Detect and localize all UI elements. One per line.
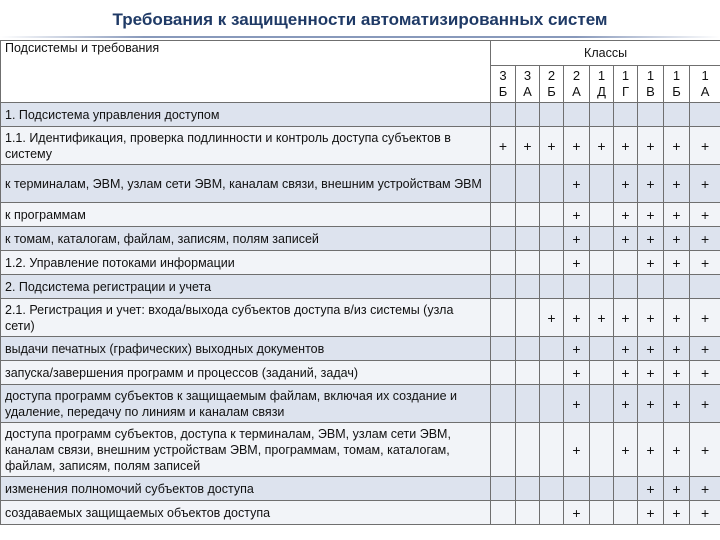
requirement-mark xyxy=(491,299,516,337)
requirement-label: 2. Подсистема регистрации и учета xyxy=(1,275,491,299)
requirement-mark xyxy=(516,251,540,275)
requirement-mark xyxy=(590,337,614,361)
requirement-mark xyxy=(491,385,516,423)
requirement-mark xyxy=(540,275,564,299)
requirement-mark xyxy=(564,477,590,501)
title-underline xyxy=(0,36,720,38)
requirement-mark xyxy=(590,165,614,203)
requirement-mark xyxy=(516,299,540,337)
requirement-mark: + xyxy=(614,165,638,203)
table-row xyxy=(1,501,720,525)
requirement-mark: + xyxy=(664,477,690,501)
requirement-label: к программам xyxy=(1,203,491,227)
class-letter: Б xyxy=(547,84,556,99)
requirement-mark: + xyxy=(638,423,664,477)
requirement-mark: + xyxy=(690,203,720,227)
requirement-mark xyxy=(491,103,516,127)
requirement-mark: + xyxy=(664,299,690,337)
requirement-mark xyxy=(590,103,614,127)
requirement-mark: + xyxy=(690,361,720,385)
requirement-mark xyxy=(491,227,516,251)
requirement-mark: + xyxy=(564,337,590,361)
requirement-mark xyxy=(540,203,564,227)
requirement-mark xyxy=(590,501,614,525)
requirement-mark: + xyxy=(564,127,590,165)
class-header-cell xyxy=(614,66,638,103)
class-header-cell xyxy=(690,66,720,103)
requirement-mark xyxy=(590,275,614,299)
requirement-mark xyxy=(516,275,540,299)
requirement-mark: + xyxy=(664,203,690,227)
requirements-table xyxy=(0,40,720,525)
requirement-mark xyxy=(491,275,516,299)
requirement-mark xyxy=(491,337,516,361)
class-header-cell xyxy=(638,66,664,103)
requirement-mark xyxy=(690,103,720,127)
requirement-mark: + xyxy=(614,385,638,423)
table-row xyxy=(1,103,720,127)
requirement-mark: + xyxy=(690,165,720,203)
requirement-mark: + xyxy=(638,203,664,227)
requirement-mark: + xyxy=(638,165,664,203)
requirement-mark: + xyxy=(564,227,590,251)
requirement-mark: + xyxy=(638,477,664,501)
class-letter: Б xyxy=(498,84,508,99)
class-number: 3 xyxy=(499,68,507,83)
requirement-mark xyxy=(516,165,540,203)
requirement-label: 1.1. Идентификация, проверка подлинности и контроль доступа субъектов в систему xyxy=(1,127,491,165)
table-row xyxy=(1,165,720,203)
requirement-mark xyxy=(564,103,590,127)
requirement-mark xyxy=(614,477,638,501)
requirement-mark xyxy=(491,361,516,385)
requirement-mark: + xyxy=(690,423,720,477)
requirement-mark xyxy=(564,275,590,299)
requirement-mark: + xyxy=(690,385,720,423)
requirement-mark: + xyxy=(564,203,590,227)
requirement-mark: + xyxy=(690,227,720,251)
requirement-mark xyxy=(491,165,516,203)
table-row xyxy=(1,299,720,337)
requirement-mark xyxy=(491,423,516,477)
class-number: 2 xyxy=(572,68,581,83)
requirement-mark: + xyxy=(564,251,590,275)
requirement-mark xyxy=(491,203,516,227)
requirement-mark xyxy=(638,103,664,127)
table-row xyxy=(1,227,720,251)
class-letter: Г xyxy=(621,84,630,99)
requirement-mark: + xyxy=(590,127,614,165)
class-header-cell xyxy=(590,66,614,103)
requirement-mark: + xyxy=(690,299,720,337)
requirement-label: 1. Подсистема управления доступом xyxy=(1,103,491,127)
requirement-mark xyxy=(516,385,540,423)
requirement-mark: + xyxy=(564,423,590,477)
requirement-mark: + xyxy=(664,127,690,165)
requirement-mark xyxy=(540,501,564,525)
requirement-mark: + xyxy=(590,299,614,337)
requirement-mark xyxy=(516,203,540,227)
table-row xyxy=(1,251,720,275)
requirement-mark: + xyxy=(638,501,664,525)
table-row xyxy=(1,203,720,227)
table-row xyxy=(1,423,720,477)
requirement-label: изменения полномочий субъектов доступа xyxy=(1,477,491,501)
requirement-label: 1.2. Управление потоками информации xyxy=(1,251,491,275)
requirement-mark: + xyxy=(564,385,590,423)
requirement-label: доступа программ субъектов к защищаемым файлам, включая их создание и удаление, передачу по линиям и каналам связи xyxy=(1,385,491,423)
requirement-mark: + xyxy=(664,251,690,275)
requirement-mark: + xyxy=(516,127,540,165)
requirement-mark: + xyxy=(638,299,664,337)
requirement-mark xyxy=(516,337,540,361)
requirement-mark: + xyxy=(614,127,638,165)
header-row-classes xyxy=(1,41,720,66)
requirement-mark: + xyxy=(690,127,720,165)
class-letter: А xyxy=(700,84,710,99)
requirement-mark: + xyxy=(664,423,690,477)
requirement-mark xyxy=(540,477,564,501)
requirement-mark xyxy=(516,501,540,525)
requirement-mark xyxy=(540,337,564,361)
requirement-mark: + xyxy=(614,203,638,227)
requirement-mark: + xyxy=(664,227,690,251)
class-letter: А xyxy=(572,84,581,99)
class-header-cell xyxy=(491,66,516,103)
class-header-cell xyxy=(540,66,564,103)
requirement-mark xyxy=(590,251,614,275)
requirement-mark xyxy=(590,385,614,423)
class-header-cell xyxy=(516,66,540,103)
requirement-mark: + xyxy=(564,165,590,203)
requirement-label: запуска/завершения программ и процессов (заданий, задач) xyxy=(1,361,491,385)
requirement-mark xyxy=(540,251,564,275)
requirement-mark xyxy=(540,385,564,423)
requirement-mark xyxy=(664,275,690,299)
class-letter: Д xyxy=(597,84,606,99)
requirement-mark: + xyxy=(638,251,664,275)
class-number: 1 xyxy=(597,68,606,83)
requirement-mark xyxy=(516,477,540,501)
requirement-mark xyxy=(590,423,614,477)
requirement-mark xyxy=(540,103,564,127)
class-number: 3 xyxy=(523,68,532,83)
requirement-mark xyxy=(590,203,614,227)
requirement-label: к терминалам, ЭВМ, узлам сети ЭВМ, каналам связи, внешним устройствам ЭВМ xyxy=(1,165,491,203)
requirement-mark xyxy=(540,165,564,203)
requirement-mark: + xyxy=(664,361,690,385)
requirement-mark: + xyxy=(664,337,690,361)
class-letter: А xyxy=(523,84,532,99)
class-header-cell xyxy=(664,66,690,103)
requirement-mark: + xyxy=(638,337,664,361)
table-row xyxy=(1,361,720,385)
requirement-mark: + xyxy=(638,361,664,385)
class-number: 1 xyxy=(621,68,630,83)
requirement-mark xyxy=(491,477,516,501)
requirement-mark: + xyxy=(638,227,664,251)
requirement-mark xyxy=(614,501,638,525)
classes-header: Классы xyxy=(491,41,720,66)
class-letter: В xyxy=(646,84,655,99)
requirement-mark: + xyxy=(564,299,590,337)
requirement-mark xyxy=(516,423,540,477)
row-header-label: Подсистемы и требования xyxy=(1,41,491,103)
requirement-mark: + xyxy=(690,477,720,501)
requirement-mark xyxy=(516,103,540,127)
requirement-mark xyxy=(516,361,540,385)
requirement-mark: + xyxy=(564,501,590,525)
requirement-mark xyxy=(614,275,638,299)
requirement-mark xyxy=(614,251,638,275)
requirement-mark: + xyxy=(638,127,664,165)
class-number: 1 xyxy=(672,68,681,83)
requirement-mark: + xyxy=(564,361,590,385)
requirement-mark: + xyxy=(491,127,516,165)
requirement-mark: + xyxy=(614,337,638,361)
requirement-mark: + xyxy=(614,423,638,477)
requirement-mark xyxy=(590,227,614,251)
class-number: 1 xyxy=(646,68,655,83)
requirement-mark: + xyxy=(614,299,638,337)
requirement-mark: + xyxy=(664,501,690,525)
requirement-mark xyxy=(590,361,614,385)
requirement-label: к томам, каталогам, файлам, записям, полям записей xyxy=(1,227,491,251)
table-row xyxy=(1,127,720,165)
requirement-mark xyxy=(516,227,540,251)
requirement-mark: + xyxy=(664,165,690,203)
requirement-mark xyxy=(638,275,664,299)
requirement-mark xyxy=(540,227,564,251)
class-letter: Б xyxy=(672,84,681,99)
requirement-mark: + xyxy=(638,385,664,423)
requirement-mark: + xyxy=(540,127,564,165)
requirement-mark xyxy=(491,501,516,525)
requirement-label: выдачи печатных (графических) выходных документов xyxy=(1,337,491,361)
class-number: 2 xyxy=(547,68,556,83)
requirement-mark: + xyxy=(614,227,638,251)
table-row xyxy=(1,385,720,423)
requirement-mark: + xyxy=(540,299,564,337)
requirement-label: 2.1. Регистрация и учет: входа/выхода субъектов доступа в/из системы (узла сети) xyxy=(1,299,491,337)
table-row xyxy=(1,275,720,299)
requirement-mark xyxy=(664,103,690,127)
table-row xyxy=(1,337,720,361)
class-header-cell xyxy=(564,66,590,103)
requirement-mark xyxy=(614,103,638,127)
requirement-mark xyxy=(690,275,720,299)
requirement-mark: + xyxy=(614,361,638,385)
requirement-mark xyxy=(590,477,614,501)
requirement-label: создаваемых защищаемых объектов доступа xyxy=(1,501,491,525)
requirement-label: доступа программ субъектов, доступа к терминалам, ЭВМ, узлам сети ЭВМ, каналам связи, внешним устройствам ЭВМ, программам, томам, каталогам, файлам, записям, полям записей xyxy=(1,423,491,477)
table-row xyxy=(1,477,720,501)
requirement-mark xyxy=(491,251,516,275)
page-title: Требования к защищенности автоматизированных систем xyxy=(112,10,608,29)
requirement-mark: + xyxy=(690,501,720,525)
requirement-mark: + xyxy=(690,337,720,361)
requirement-mark xyxy=(540,423,564,477)
requirement-mark: + xyxy=(664,385,690,423)
requirement-mark xyxy=(540,361,564,385)
requirement-mark: + xyxy=(690,251,720,275)
class-number: 1 xyxy=(701,68,709,83)
